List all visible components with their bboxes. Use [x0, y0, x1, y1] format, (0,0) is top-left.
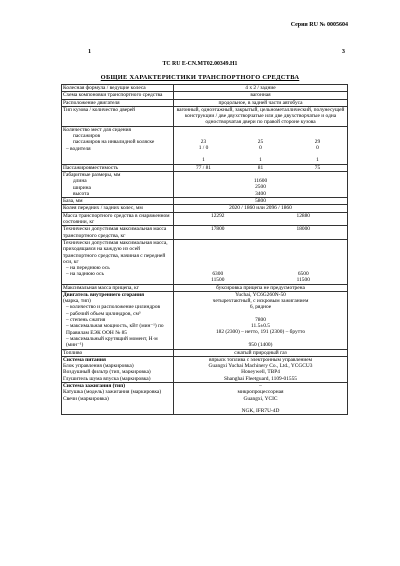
- row-label: Система зажигания (тип) Катушка (модель) зажигания (маркировка) Свечи (маркировка): [62, 382, 174, 414]
- row-value: 2020 / 1860 или 2096 / 1860: [174, 205, 348, 212]
- row-value: 6300 6500 11500 11500: [174, 239, 348, 284]
- spec-table: [61, 84, 348, 415]
- table-row: [62, 212, 348, 226]
- row-value: буксировка прицепа не предусмотрена: [174, 284, 348, 291]
- table-row: [62, 126, 348, 164]
- row-label: Колея передних / задних колес, мм: [62, 205, 174, 212]
- row-value: 77 / 81 81 75: [174, 164, 348, 171]
- row-label: Максимальная масса прицепа, кг: [62, 284, 174, 291]
- table-row: [62, 205, 348, 212]
- series-number: Серия RU № 0005604: [290, 22, 348, 28]
- table-row: [62, 291, 348, 349]
- table-row: [62, 92, 348, 99]
- seats-passengers-label: пассажиров: [73, 133, 101, 140]
- seats-passengers-values: 23 25 29: [200, 138, 321, 145]
- table-row: [62, 164, 348, 171]
- seats-driver-label: – водителя: [66, 145, 91, 152]
- row-label: Расположение двигателя: [62, 99, 174, 106]
- table-row: [62, 239, 348, 284]
- row-value: 12292 12880: [174, 212, 348, 226]
- table-row: [62, 356, 348, 382]
- row-label: Габаритные размеры, мм длина ширина высота: [62, 171, 174, 197]
- table-row: [62, 382, 348, 414]
- row-value: 5800: [174, 198, 348, 205]
- seats-wheelchair-label: пассажиров на инвалидной коляске: [73, 139, 155, 146]
- page-number-right: 3: [341, 48, 345, 55]
- row-label: Пассажировместимость: [62, 164, 174, 171]
- seats-label: Количество мест для сидения: [63, 126, 132, 133]
- table-row: [62, 349, 348, 356]
- row-label: Технически допустимая максимальная масса, приходящаяся на каждую из осей транспортного средства, начиная с передней оси, кг – на переднюю ось – на заднюю ось: [62, 239, 174, 284]
- row-label: Масса транспортного средства в снаряженном состоянии, кг: [62, 212, 174, 226]
- seats-driver-values: 1 1 1: [202, 157, 319, 164]
- row-value: – микропроцессорная Guangxi, YCIC NGK, IFR7U-4D: [174, 382, 348, 414]
- seats-wheelchair-values: 1 / 0 0 0: [198, 145, 319, 152]
- row-value: Yuchai, YC6G260N-50 четырехтактный, с искровым зажиганием 6, рядное 7800 11.5±0.5 182 (2300) – нетто, 191 (2300) – брутто 950 (1400): [174, 291, 348, 349]
- row-value: [174, 126, 348, 164]
- document-number: TC RU E-CN.MT02.00349.H1: [162, 61, 238, 67]
- table-row: [62, 85, 348, 92]
- row-label: База, мм: [62, 198, 174, 205]
- row-value: сжатый природный газ: [174, 349, 348, 356]
- table-row: [62, 171, 348, 197]
- row-label: [62, 126, 174, 164]
- row-value: продольное, в задней части автобуса: [174, 99, 348, 106]
- table-row: [62, 99, 348, 106]
- row-label: Технически допустимая максимальная масса транспортного средства, кг: [62, 226, 174, 240]
- row-label: Система питания Блок управления (маркировка) Воздушный фильтр (тип, маркировка) Глушитель шума впуска (маркировка): [62, 356, 174, 382]
- row-label: Схема компоновки транспортного средства: [62, 92, 174, 99]
- table-row: [62, 284, 348, 291]
- row-label: Колесная формула / ведущие колеса: [62, 85, 174, 92]
- page-number-left: 1: [88, 48, 92, 55]
- row-value: впрыск топлива с электронным управлением Guangxi Yuchai Machinery Co., Ltd., YCGCU3 Honeywell, TBP4 Shanghai Fleetguard, 1109-01555: [174, 356, 348, 382]
- row-label: Двигатель внутреннего сгорания (марка, тип) – количество и расположение цилиндров – рабочий объем цилиндров, см³ – степень сжатия – максимальная мощность, кВт (мин⁻¹) по Правилам ЕЭК ООН № 85 – максимальный крутящий момент, Н·м (мин⁻¹): [62, 291, 174, 349]
- row-value: 17800 18000: [174, 226, 348, 240]
- table-row: [62, 226, 348, 240]
- row-value: 11600 2500 3400: [174, 171, 348, 197]
- row-value: вагонная: [174, 92, 348, 99]
- table-row: [62, 106, 348, 126]
- row-label: Топливо: [62, 349, 174, 356]
- row-value: вагонный, одноэтажный, закрытый, цельнометаллический, полунесущей конструкции / две двухстворчатые или две двухстворчатые и одна одностворчатая двери по правой стороне кузова: [174, 106, 348, 126]
- row-label: Тип кузова / количество дверей: [62, 106, 174, 126]
- row-value: 4 x 2 / задние: [174, 85, 348, 92]
- table-row: [62, 198, 348, 205]
- section-title: ОБЩИЕ ХАРАКТЕРИСТИКИ ТРАНСПОРТНОГО СРЕДСТВА: [100, 74, 300, 81]
